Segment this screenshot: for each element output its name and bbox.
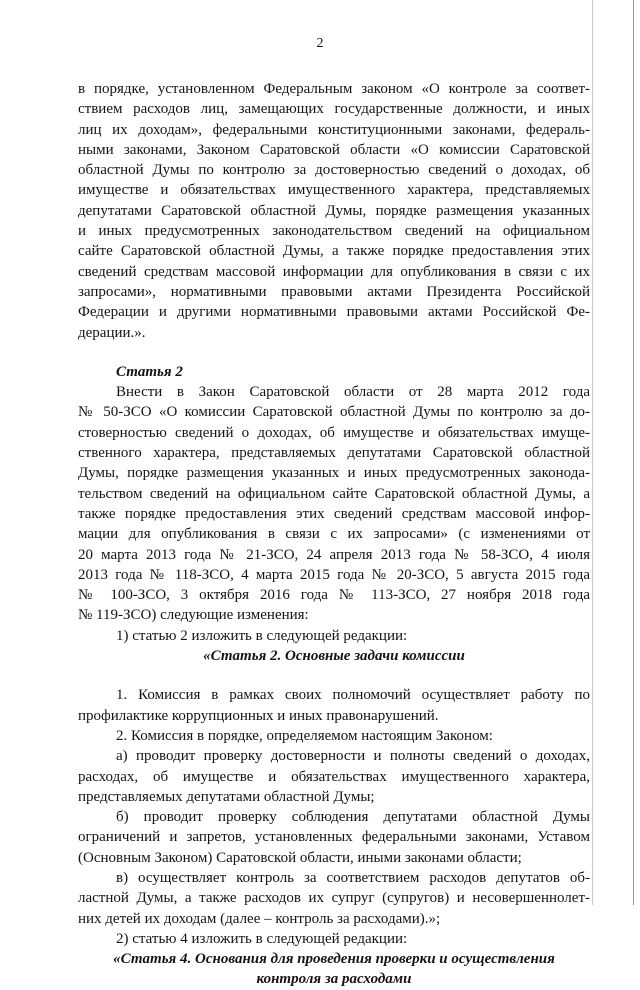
text-line: сведений средствам массовой информации для опубликования в связи с их: [78, 263, 590, 280]
section-title: «Статья 2. Основные задачи комиссии: [203, 648, 465, 665]
section-title: «Статья 4. Основания для проведения проверки и осуществления: [113, 951, 555, 968]
text-line: № 50-ЗСО «О комиссии Саратовской областной Думы по контролю за до-: [78, 404, 590, 421]
text-line: профилактике коррупционных и иных правонарушений.: [78, 707, 439, 724]
text-line: 2013 года № 118-ЗСО, 4 марта 2015 года № 20-ЗСО, 5 августа 2015 года: [78, 566, 590, 583]
section-title: контроля за расходами: [256, 971, 412, 988]
text-line: в порядке, установленном Федеральным законом «О контроле за соответ-: [78, 81, 590, 97]
text-line: запросами», нормативными правовыми актами Президента Российской: [78, 283, 590, 300]
text-line: стоверностью сведений о доходах, об имуществе и обязательствах имуще-: [78, 424, 590, 441]
text-line: Внести в Закон Саратовской области от 28 марта 2012 года: [116, 384, 590, 401]
text-line: депутатами Саратовской областной Думы, порядке размещения указанных: [78, 202, 590, 219]
text-line: ластной Думы, а также расходов их супруг (супругов) и несовершеннолет-: [78, 890, 590, 907]
text-line: них детей их доходам (далее – контроль за расходами).»;: [78, 910, 441, 927]
text-line: Федерации и другими нормативными правовыми актами Российской Фе-: [78, 304, 590, 321]
text-line: а) проводит проверку достоверности и полноты сведений о доходах,: [116, 748, 590, 765]
text-line: сайте Саратовской областной Думы, а также порядке предоставления этих: [78, 243, 590, 260]
text-line: областной Думы по контролю за достоверностью сведений о доходах, об: [78, 162, 590, 179]
scan-edge-line: [592, 0, 593, 905]
article-heading: Статья 2: [116, 363, 183, 380]
text-line: 1) статью 2 изложить в следующей редакции:: [116, 627, 408, 644]
text-line: тельством сведений на официальном сайте Саратовской областной Думы, а: [78, 485, 590, 502]
page-number: 2: [316, 36, 324, 51]
text-line: мации для опубликования в связи с их запросами» (с изменениями от: [78, 526, 590, 543]
text-line: Думы, порядке размещения указанных и иных предусмотренных законода-: [78, 465, 590, 482]
text-line: 20 марта 2013 года № 21-ЗСО, 24 апреля 2013 года № 58-ЗСО, 4 июля: [78, 546, 590, 563]
text-line: в) осуществляет контроль за соответствием расходов депутатов об-: [116, 869, 590, 886]
text-line: ными законами, Законом Саратовской области «О комиссии Саратовской: [78, 141, 590, 158]
text-line: также порядке предоставления этих сведений средствам массовой инфор-: [78, 505, 590, 522]
text-line: представляемых депутатами областной Думы;: [78, 788, 375, 805]
document-body: [78, 79, 590, 990]
text-line: б) проводит проверку соблюдения депутатами областной Думы: [116, 809, 590, 826]
text-line: и иных предусмотренных законодательством сведений на официальном: [78, 223, 590, 240]
text-line: 2) статью 4 изложить в следующей редакции:: [116, 930, 408, 947]
text-line: расходах, об имуществе и обязательствах имущественного характера,: [78, 768, 590, 785]
text-line: 1. Комиссия в рамках своих полномочий осуществляет работу по: [116, 687, 590, 704]
text-line: ственного характера, представляемых депутатами Саратовской областной: [78, 445, 590, 462]
text-line: № 100-ЗСО, 3 октября 2016 года № 113-ЗСО, 27 ноября 2018 года: [78, 587, 590, 604]
scan-edge-line: [633, 0, 634, 905]
text-line: 2. Комиссия в порядке, определяемом настоящим Законом:: [116, 727, 493, 744]
text-line: дерации.».: [78, 324, 146, 341]
blank-line: [78, 666, 590, 685]
text-line: ствием расходов лиц, замещающих государственные должности, и иных: [78, 101, 590, 118]
text-line: лиц их доходам», федеральными конституционными законами, федераль-: [78, 121, 590, 138]
text-line: № 119-ЗСО) следующие изменения:: [78, 607, 309, 624]
text-line: (Основным Законом) Саратовской области, иными законами области;: [78, 849, 522, 866]
text-line: имуществе и обязательствах имущественного характера, представляемых: [78, 182, 590, 199]
text-line: ограничений и запретов, установленных федеральными законами, Уставом: [78, 829, 590, 846]
